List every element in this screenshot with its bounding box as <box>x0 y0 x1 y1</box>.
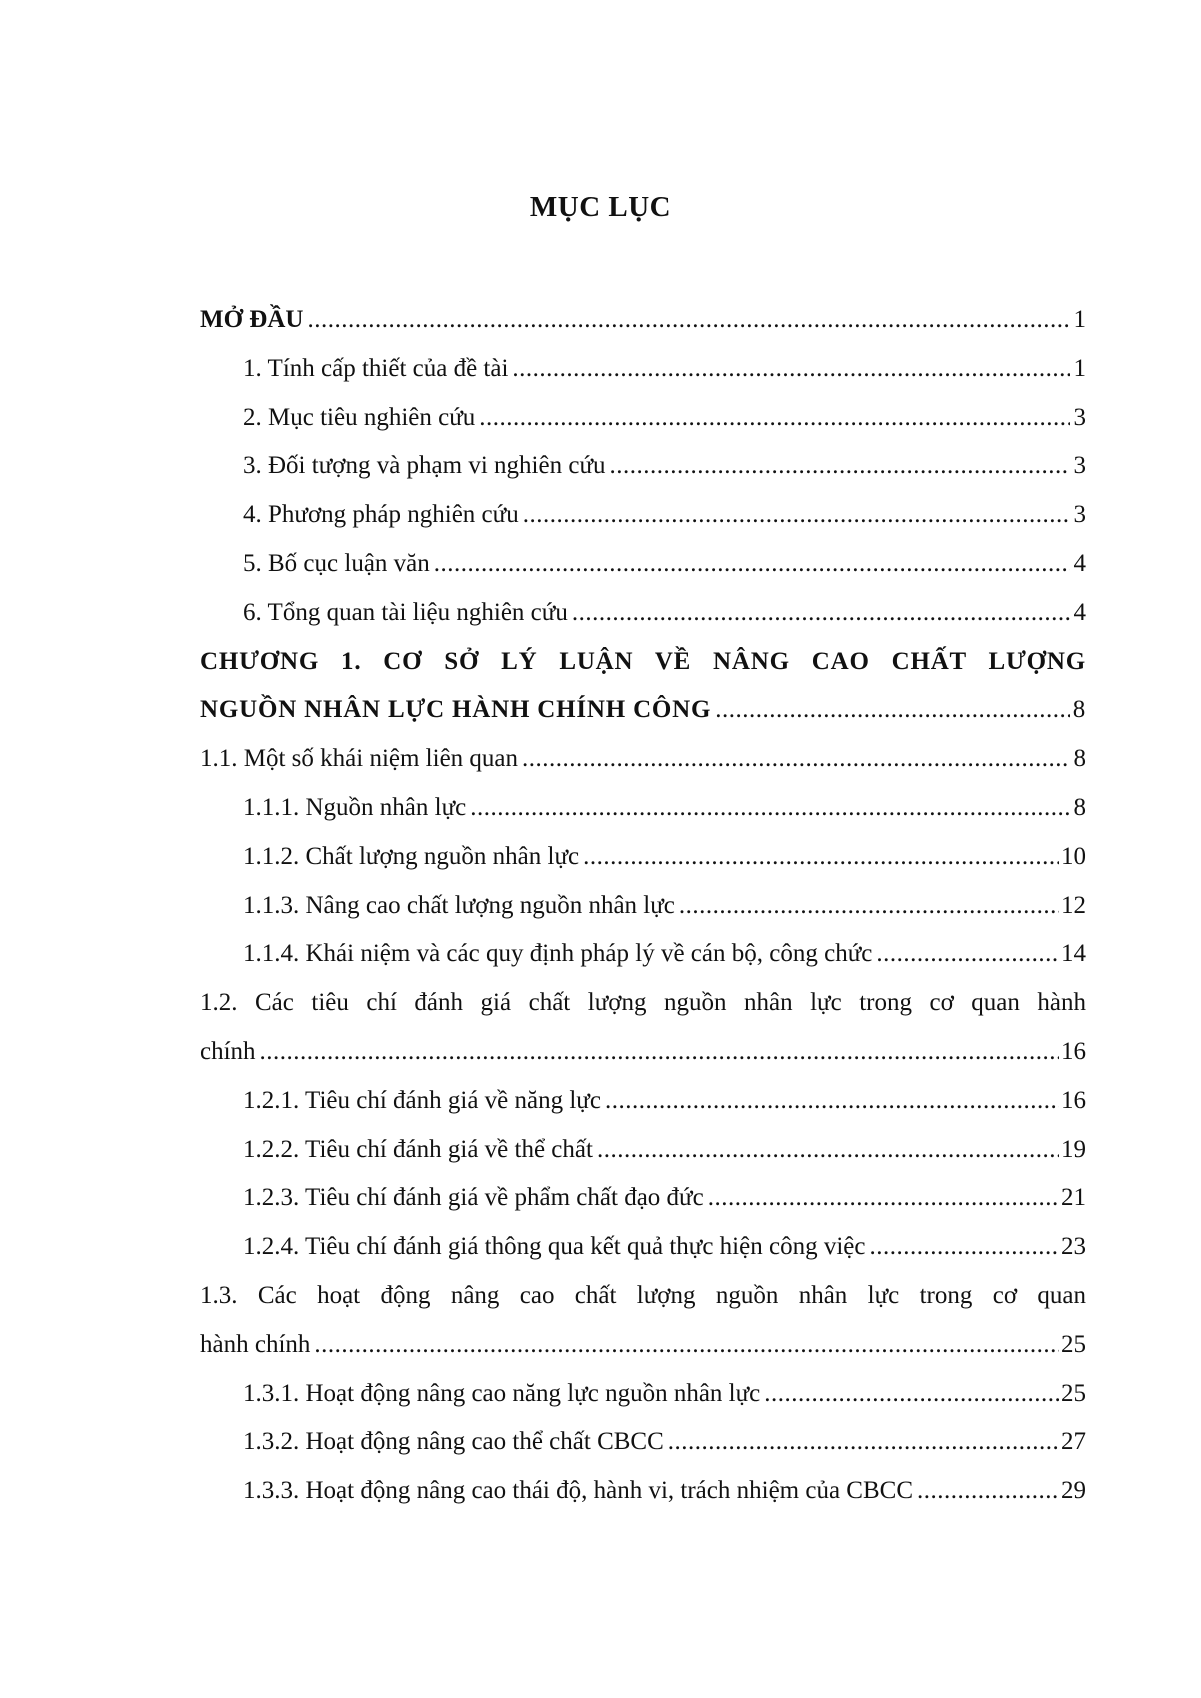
toc-entry-page-number: 1 <box>1073 306 1086 333</box>
toc-entry-page-number: 4 <box>1073 549 1086 577</box>
dot-leader <box>610 442 1071 491</box>
toc-entry-label: 1.1.4. Khái niệm và các quy định pháp lý về cán bộ, công chức <box>243 940 873 968</box>
toc-entry-label-line1: CHƯƠNG 1. CƠ SỞ LÝ LUẬN VỀ NÂNG CAO CHẤT LƯỢNG <box>200 647 1086 675</box>
dot-leader <box>314 1321 1059 1370</box>
toc-entry-s1-1[interactable] <box>200 735 1086 784</box>
toc-entry-page-number: 14 <box>1061 940 1086 968</box>
toc-entry-label: hành chính <box>200 1330 311 1358</box>
toc-entry-page-number: 8 <box>1073 745 1086 773</box>
toc-entry-s1-2-4[interactable] <box>200 1223 1086 1272</box>
toc-entry-s1-1-3[interactable] <box>200 882 1086 931</box>
toc-entry-s1-3-line1 <box>200 1272 1086 1321</box>
toc-entry-label: 1.1.2. Chất lượng nguồn nhân lực <box>243 842 580 870</box>
toc-entry-label: MỞ ĐẦU <box>200 306 304 333</box>
dot-leader <box>597 1126 1059 1175</box>
toc-entry-s1-3-1[interactable] <box>200 1370 1086 1419</box>
toc-entry-page-number: 12 <box>1061 891 1086 919</box>
toc-entry-chuong-1-line1 <box>200 638 1086 687</box>
toc-entry-page-number: 1 <box>1073 354 1086 382</box>
toc-entry-page-number: 3 <box>1073 501 1086 529</box>
toc-entry-label: 1.1. Một số khái niệm liên quan <box>200 745 519 773</box>
toc-entry-page-number: 8 <box>1073 793 1086 821</box>
dot-leader <box>583 833 1059 882</box>
toc-entry-page-number: 3 <box>1073 403 1086 431</box>
dot-leader <box>307 296 1070 345</box>
toc-entry-page-number: 27 <box>1061 1428 1086 1456</box>
toc-entry-label: 1.1.3. Nâng cao chất lượng nguồn nhân lực <box>243 891 675 919</box>
dot-leader <box>260 1028 1059 1077</box>
toc-entry-s1-3[interactable] <box>200 1321 1086 1370</box>
toc-entry-label: 1. Tính cấp thiết của đề tài <box>243 354 509 382</box>
toc-entry-page-number: 16 <box>1061 1086 1086 1114</box>
dot-leader <box>764 1370 1059 1419</box>
dot-leader <box>876 930 1059 979</box>
toc-entry-label: 2. Mục tiêu nghiên cứu <box>243 403 476 431</box>
dot-leader <box>917 1467 1059 1516</box>
toc-entry-s1-3-2[interactable] <box>200 1418 1086 1467</box>
toc-entry-page-number: 10 <box>1061 842 1086 870</box>
dot-leader <box>523 491 1070 540</box>
toc-entry-page-number: 25 <box>1061 1330 1086 1358</box>
dot-leader <box>668 1418 1059 1467</box>
toc-entry-label: NGUỒN NHÂN LỰC HÀNH CHÍNH CÔNG <box>200 696 712 724</box>
dot-leader <box>715 686 1070 735</box>
toc-entry-s1-1-4[interactable] <box>200 930 1086 979</box>
toc-entry-tong-quan[interactable] <box>200 589 1086 638</box>
toc-entry-page-number: 16 <box>1061 1037 1086 1065</box>
toc-entry-page-number: 29 <box>1061 1477 1086 1505</box>
toc-entry-label: 1.3.3. Hoạt động nâng cao thái độ, hành vi, trách nhiệm của CBCC <box>243 1477 914 1505</box>
toc-entry-s1-3-3[interactable] <box>200 1467 1086 1516</box>
dot-leader <box>605 1077 1059 1126</box>
toc-entry-label-line1: 1.3. Các hoạt động nâng cao chất lượng nguồn nhân lực trong cơ quan <box>200 1281 1086 1309</box>
toc-entry-page-number: 23 <box>1061 1233 1086 1261</box>
dot-leader <box>512 345 1070 394</box>
toc-entry-s1-2-2[interactable] <box>200 1126 1086 1175</box>
dot-leader <box>869 1223 1059 1272</box>
toc-entry-label: 1.2.3. Tiêu chí đánh giá về phẩm chất đạo đức <box>243 1184 704 1212</box>
dot-leader <box>572 589 1070 638</box>
table-of-contents <box>200 296 1086 1516</box>
toc-entry-page-number: 4 <box>1073 598 1086 626</box>
toc-entry-s1-2[interactable] <box>200 1028 1086 1077</box>
toc-entry-tinh-cap-thiet[interactable] <box>200 345 1086 394</box>
dot-leader <box>434 540 1070 589</box>
toc-entry-phuong-phap[interactable] <box>200 491 1086 540</box>
toc-entry-s1-1-2[interactable] <box>200 833 1086 882</box>
toc-entry-doi-tuong[interactable] <box>200 442 1086 491</box>
dot-leader <box>479 394 1070 443</box>
toc-entry-page-number: 25 <box>1061 1379 1086 1407</box>
toc-entry-label: 1.3.1. Hoạt động nâng cao năng lực nguồn nhân lực <box>243 1379 761 1407</box>
toc-entry-label: 1.1.1. Nguồn nhân lực <box>243 793 467 821</box>
toc-entry-label: 1.2.4. Tiêu chí đánh giá thông qua kết quả thực hiện công việc <box>243 1233 866 1261</box>
toc-entry-mo-dau[interactable] <box>200 296 1086 345</box>
toc-entry-label-line1: 1.2. Các tiêu chí đánh giá chất lượng nguồn nhân lực trong cơ quan hành <box>200 989 1086 1017</box>
toc-entry-label: 1.3.2. Hoạt động nâng cao thể chất CBCC <box>243 1428 664 1456</box>
toc-entry-muc-tieu[interactable] <box>200 394 1086 443</box>
toc-entry-label: 1.2.2. Tiêu chí đánh giá về thể chất <box>243 1135 593 1163</box>
toc-entry-s1-1-1[interactable] <box>200 784 1086 833</box>
toc-entry-label: 6. Tổng quan tài liệu nghiên cứu <box>243 598 568 626</box>
toc-entry-page-number: 3 <box>1073 452 1086 480</box>
dot-leader <box>708 1174 1059 1223</box>
toc-entry-s1-2-1[interactable] <box>200 1077 1086 1126</box>
toc-entry-label: 3. Đối tượng và phạm vi nghiên cứu <box>243 452 606 480</box>
toc-entry-bo-cuc[interactable] <box>200 540 1086 589</box>
dot-leader <box>522 735 1070 784</box>
toc-entry-page-number: 8 <box>1072 696 1086 724</box>
toc-entry-label: 5. Bố cục luận văn <box>243 549 430 577</box>
toc-entry-label: 4. Phương pháp nghiên cứu <box>243 501 519 529</box>
page-title: MỤC LỤC <box>529 191 672 223</box>
toc-entry-s1-2-line1 <box>200 979 1086 1028</box>
dot-leader <box>470 784 1070 833</box>
toc-entry-chuong-1[interactable] <box>200 686 1086 735</box>
toc-entry-label: chính <box>200 1037 256 1065</box>
toc-entry-label: 1.2.1. Tiêu chí đánh giá về năng lực <box>243 1086 601 1114</box>
toc-entry-s1-2-3[interactable] <box>200 1174 1086 1223</box>
toc-entry-page-number: 19 <box>1061 1135 1086 1163</box>
toc-entry-page-number: 21 <box>1061 1184 1086 1212</box>
dot-leader <box>679 882 1059 931</box>
